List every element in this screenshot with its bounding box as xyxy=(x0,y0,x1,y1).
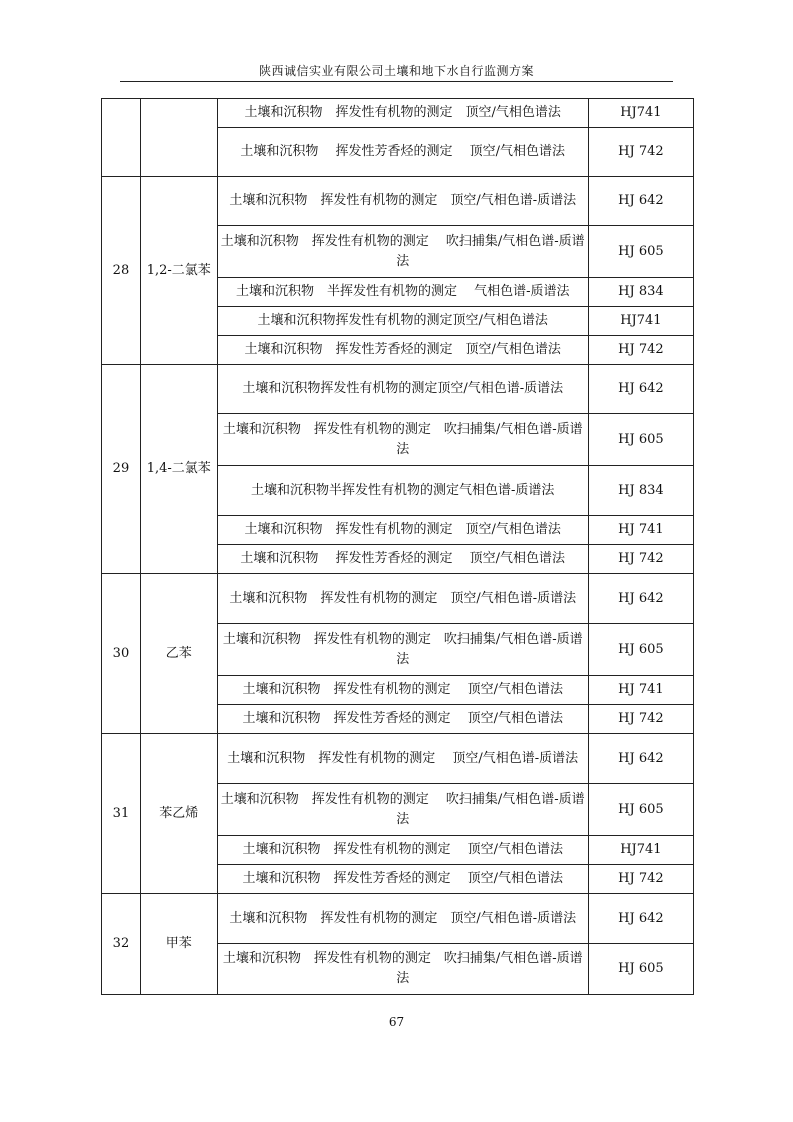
standard-code: HJ741 xyxy=(588,307,693,336)
standard-code: HJ 605 xyxy=(588,944,693,995)
standard-code: HJ 605 xyxy=(588,784,693,836)
standard-code: HJ 605 xyxy=(588,226,693,278)
standard-code: HJ 605 xyxy=(588,624,693,676)
standard-code: HJ 834 xyxy=(588,466,693,516)
table-row xyxy=(102,177,694,226)
table-row xyxy=(102,894,694,944)
standard-code: HJ 642 xyxy=(588,365,693,414)
analysis-method: 土壤和沉积物 挥发性有机物的测定 吹扫捕集/气相色谱-质谱法 xyxy=(217,944,588,995)
analysis-method: 土壤和沉积物 挥发性有机物的测定 顶空/气相色谱法 xyxy=(217,676,588,705)
analysis-method: 土壤和沉积物 挥发性有机物的测定 顶空/气相色谱-质谱法 xyxy=(217,177,588,226)
table-row xyxy=(102,734,694,784)
item-number: 31 xyxy=(102,734,141,894)
analysis-method: 土壤和沉积物挥发性有机物的测定顶空/气相色谱-质谱法 xyxy=(217,365,588,414)
header-divider xyxy=(120,81,673,82)
standard-code: HJ741 xyxy=(588,836,693,865)
analysis-method: 土壤和沉积物 挥发性有机物的测定 顶空/气相色谱法 xyxy=(217,99,588,128)
analysis-method: 土壤和沉积物 挥发性有机物的测定 顶空/气相色谱法 xyxy=(217,836,588,865)
standard-code: HJ 741 xyxy=(588,676,693,705)
analysis-method: 土壤和沉积物 挥发性有机物的测定 顶空/气相色谱法 xyxy=(217,516,588,545)
substance-name: 1,2-二氯苯 xyxy=(140,177,217,365)
analysis-method: 土壤和沉积物 挥发性有机物的测定 吹扫捕集/气相色谱-质谱法 xyxy=(217,226,588,278)
standard-code: HJ 742 xyxy=(588,128,693,177)
analysis-method: 土壤和沉积物 挥发性芳香烃的测定 顶空/气相色谱法 xyxy=(217,705,588,734)
page-number: 67 xyxy=(388,1015,405,1029)
item-number: 30 xyxy=(102,574,141,734)
standard-code: HJ 642 xyxy=(588,734,693,784)
item-number: 29 xyxy=(102,365,141,574)
standard-code: HJ 741 xyxy=(588,516,693,545)
table-row xyxy=(102,574,694,624)
analysis-method: 土壤和沉积物半挥发性有机物的测定气相色谱-质谱法 xyxy=(217,466,588,516)
substance-name: 甲苯 xyxy=(140,894,217,995)
analysis-method: 土壤和沉积物 挥发性有机物的测定 吹扫捕集/气相色谱-质谱法 xyxy=(217,414,588,466)
standard-code: HJ 742 xyxy=(588,865,693,894)
substance-name: 苯乙烯 xyxy=(140,734,217,894)
item-number: 28 xyxy=(102,177,141,365)
analysis-method: 土壤和沉积物 挥发性有机物的测定 吹扫捕集/气相色谱-质谱法 xyxy=(217,624,588,676)
analysis-method: 土壤和沉积物 挥发性芳香烃的测定 顶空/气相色谱法 xyxy=(217,545,588,574)
analysis-method: 土壤和沉积物 挥发性芳香烃的测定 顶空/气相色谱法 xyxy=(217,336,588,365)
analysis-method: 土壤和沉积物 半挥发性有机物的测定 气相色谱-质谱法 xyxy=(217,278,588,307)
analysis-method: 土壤和沉积物 挥发性有机物的测定 顶空/气相色谱-质谱法 xyxy=(217,894,588,944)
analysis-method: 土壤和沉积物 挥发性芳香烃的测定 顶空/气相色谱法 xyxy=(217,128,588,177)
analysis-method: 土壤和沉积物 挥发性有机物的测定 吹扫捕集/气相色谱-质谱法 xyxy=(217,784,588,836)
analysis-method: 土壤和沉积物 挥发性有机物的测定 顶空/气相色谱-质谱法 xyxy=(217,734,588,784)
standard-code: HJ 834 xyxy=(588,278,693,307)
analysis-method: 土壤和沉积物挥发性有机物的测定顶空/气相色谱法 xyxy=(217,307,588,336)
standard-code: HJ741 xyxy=(588,99,693,128)
standard-code: HJ 642 xyxy=(588,177,693,226)
standard-code: HJ 642 xyxy=(588,574,693,624)
table-row xyxy=(102,99,694,128)
standard-code: HJ 742 xyxy=(588,705,693,734)
substance-name xyxy=(140,99,217,177)
standard-code: HJ 742 xyxy=(588,545,693,574)
table-row xyxy=(102,365,694,414)
substance-name: 1,4-二氯苯 xyxy=(140,365,217,574)
item-number xyxy=(102,99,141,177)
analysis-method: 土壤和沉积物 挥发性芳香烃的测定 顶空/气相色谱法 xyxy=(217,865,588,894)
standard-code: HJ 642 xyxy=(588,894,693,944)
item-number: 32 xyxy=(102,894,141,995)
page-header: 陕西诚信实业有限公司土壤和地下水自行监测方案 xyxy=(258,64,534,78)
standard-code: HJ 742 xyxy=(588,336,693,365)
substance-name: 乙苯 xyxy=(140,574,217,734)
standard-code: HJ 605 xyxy=(588,414,693,466)
methods-table xyxy=(101,98,694,995)
analysis-method: 土壤和沉积物 挥发性有机物的测定 顶空/气相色谱-质谱法 xyxy=(217,574,588,624)
